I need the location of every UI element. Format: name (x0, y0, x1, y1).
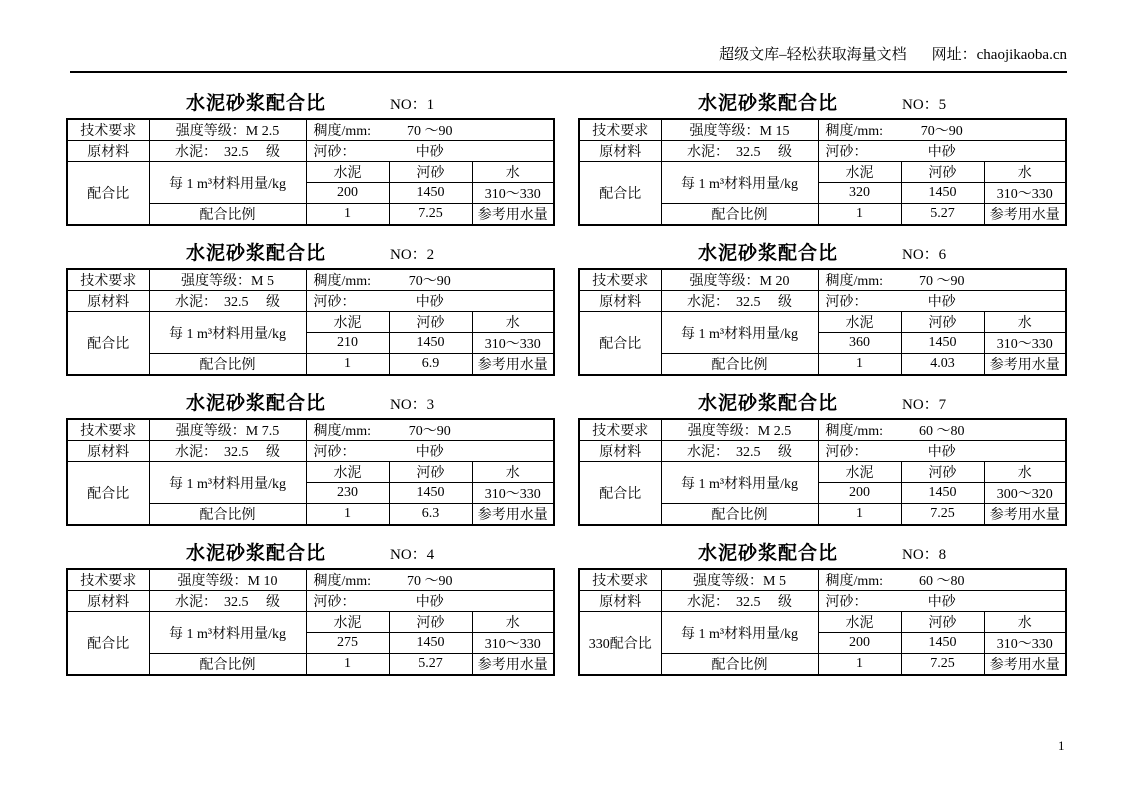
consistency-label: 稠度/mm: (313, 574, 372, 589)
strength-grade-cell: 强度等级：M 2.5 (149, 119, 306, 141)
river-sand-cell (818, 441, 1066, 462)
col-header-sand: 河砂 (901, 462, 984, 483)
table-number: NO：4 (390, 547, 435, 563)
table-titlebar (578, 538, 1065, 568)
table-row (67, 291, 554, 312)
col-header-water: 水 (984, 162, 1066, 183)
raw-materials-label: 原材料 (579, 291, 661, 312)
river-sand-value: 中砂 (415, 145, 444, 160)
table-title: 水泥砂浆配合比 (698, 393, 839, 414)
consistency-cell (818, 269, 1066, 291)
table-number: NO：2 (390, 247, 435, 263)
water-amount: 310～330 (984, 333, 1066, 354)
table-row (579, 419, 1066, 441)
raw-materials-label: 原材料 (67, 591, 149, 612)
consistency-value: 70 ～90 (407, 574, 453, 589)
water-ratio-note: 参考用水量 (472, 204, 554, 226)
col-header-cement: 水泥 (306, 312, 389, 333)
consistency-label: 稠度/mm: (825, 274, 884, 289)
mix-table-block (66, 538, 553, 676)
col-header-water: 水 (984, 312, 1066, 333)
mix-table-block (578, 538, 1065, 676)
ratio-row-label: 配合比例 (661, 204, 818, 226)
usage-per-cubic-meter-label: 每 1 m³材料用量/kg (149, 162, 306, 204)
mix-ratio-label: 配合比 (67, 462, 149, 526)
consistency-cell (306, 569, 554, 591)
col-header-water: 水 (472, 312, 554, 333)
table-titlebar (66, 88, 553, 118)
table-title: 水泥砂浆配合比 (186, 393, 327, 414)
usage-per-cubic-meter-label: 每 1 m³材料用量/kg (661, 462, 818, 504)
river-sand-label: 河砂： (825, 145, 868, 160)
mix-ratio-label: 配合比 (579, 462, 661, 526)
tech-requirements-label: 技术要求 (67, 269, 149, 291)
water-amount: 310～330 (984, 183, 1066, 204)
table-row (67, 569, 554, 591)
table-row (579, 569, 1066, 591)
ratio-row-label: 配合比例 (149, 204, 306, 226)
col-header-cement: 水泥 (306, 162, 389, 183)
water-ratio-note: 参考用水量 (472, 354, 554, 376)
raw-materials-label: 原材料 (579, 141, 661, 162)
mix-table (578, 418, 1067, 526)
table-titlebar (66, 538, 553, 568)
table-title: 水泥砂浆配合比 (186, 93, 327, 114)
mix-ratio-label: 配合比 (579, 312, 661, 376)
raw-materials-label: 原材料 (579, 441, 661, 462)
raw-materials-label: 原材料 (67, 441, 149, 462)
river-sand-value: 中砂 (927, 595, 956, 610)
sand-ratio: 5.27 (389, 654, 472, 676)
cement-amount: 275 (306, 633, 389, 654)
cement-grade-cell: 水泥： 32.5 级 (149, 591, 306, 612)
tech-requirements-label: 技术要求 (579, 569, 661, 591)
river-sand-value: 中砂 (415, 595, 444, 610)
sand-ratio: 7.25 (901, 654, 984, 676)
strength-grade-cell: 强度等级：M 5 (661, 569, 818, 591)
sand-ratio: 5.27 (901, 204, 984, 226)
usage-per-cubic-meter-label: 每 1 m³材料用量/kg (661, 312, 818, 354)
river-sand-label: 河砂： (313, 295, 356, 310)
table-titlebar (578, 388, 1065, 418)
ratio-row-label: 配合比例 (149, 354, 306, 376)
river-sand-cell (306, 441, 554, 462)
river-sand-cell (306, 591, 554, 612)
col-header-water: 水 (472, 612, 554, 633)
cement-amount: 210 (306, 333, 389, 354)
mix-table (66, 268, 555, 376)
strength-grade-cell: 强度等级：M 20 (661, 269, 818, 291)
mix-table (578, 568, 1067, 676)
col-header-water: 水 (472, 462, 554, 483)
table-row (579, 119, 1066, 141)
water-amount: 300～320 (984, 483, 1066, 504)
tech-requirements-label: 技术要求 (579, 119, 661, 141)
table-row (67, 141, 554, 162)
water-amount: 310～330 (472, 183, 554, 204)
mix-table (66, 118, 555, 226)
table-number: NO：6 (902, 247, 947, 263)
consistency-cell (306, 269, 554, 291)
table-row (67, 612, 554, 633)
col-header-sand: 河砂 (901, 312, 984, 333)
consistency-value: 60 ～80 (919, 574, 965, 589)
col-header-sand: 河砂 (901, 162, 984, 183)
cement-grade-cell: 水泥： 32.5 级 (661, 291, 818, 312)
river-sand-value: 中砂 (927, 295, 956, 310)
water-amount: 310～330 (984, 633, 1066, 654)
table-row (67, 441, 554, 462)
cement-grade-cell: 水泥： 32.5 级 (661, 141, 818, 162)
consistency-value: 70～90 (408, 274, 451, 289)
table-row (67, 162, 554, 183)
page-number: 1 (1058, 738, 1065, 753)
sand-ratio: 6.3 (389, 504, 472, 526)
water-ratio-note: 参考用水量 (984, 654, 1066, 676)
col-header-water: 水 (984, 612, 1066, 633)
table-row (579, 441, 1066, 462)
consistency-cell (306, 419, 554, 441)
consistency-label: 稠度/mm: (825, 574, 884, 589)
sand-amount: 1450 (389, 333, 472, 354)
consistency-label: 稠度/mm: (825, 124, 884, 139)
col-header-cement: 水泥 (306, 612, 389, 633)
col-header-cement: 水泥 (818, 162, 901, 183)
table-row (67, 419, 554, 441)
header-url-text: 网址：chaojikaoba.cn (931, 47, 1067, 63)
river-sand-cell (818, 591, 1066, 612)
river-sand-label: 河砂： (825, 445, 868, 460)
usage-per-cubic-meter-label: 每 1 m³材料用量/kg (149, 462, 306, 504)
cement-ratio: 1 (306, 504, 389, 526)
table-row (579, 162, 1066, 183)
ratio-row-label: 配合比例 (661, 654, 818, 676)
mix-table-block (578, 388, 1065, 526)
strength-grade-cell: 强度等级：M 7.5 (149, 419, 306, 441)
raw-materials-label: 原材料 (579, 591, 661, 612)
table-row (579, 612, 1066, 633)
table-number: NO：5 (902, 97, 947, 113)
cement-ratio: 1 (818, 504, 901, 526)
raw-materials-label: 原材料 (67, 291, 149, 312)
tech-requirements-label: 技术要求 (579, 269, 661, 291)
usage-per-cubic-meter-label: 每 1 m³材料用量/kg (661, 162, 818, 204)
river-sand-value: 中砂 (415, 445, 444, 460)
ratio-row-label: 配合比例 (149, 654, 306, 676)
table-row (67, 269, 554, 291)
river-sand-label: 河砂： (825, 595, 868, 610)
river-sand-cell (306, 291, 554, 312)
col-header-sand: 河砂 (389, 462, 472, 483)
table-row (67, 591, 554, 612)
river-sand-label: 河砂： (825, 295, 868, 310)
col-header-sand: 河砂 (901, 612, 984, 633)
strength-grade-cell: 强度等级：M 2.5 (661, 419, 818, 441)
col-header-water: 水 (472, 162, 554, 183)
table-titlebar (578, 88, 1065, 118)
table-row (579, 141, 1066, 162)
consistency-label: 稠度/mm: (825, 424, 884, 439)
col-header-cement: 水泥 (818, 312, 901, 333)
river-sand-label: 河砂： (313, 145, 356, 160)
table-title: 水泥砂浆配合比 (698, 543, 839, 564)
cement-amount: 200 (818, 483, 901, 504)
cement-ratio: 1 (818, 204, 901, 226)
page-header (70, 26, 1067, 73)
table-row (67, 462, 554, 483)
col-header-water: 水 (984, 462, 1066, 483)
consistency-value: 70 ～90 (919, 274, 965, 289)
cement-amount: 360 (818, 333, 901, 354)
usage-per-cubic-meter-label: 每 1 m³材料用量/kg (149, 612, 306, 654)
ratio-row-label: 配合比例 (661, 504, 818, 526)
cement-ratio: 1 (818, 354, 901, 376)
sand-amount: 1450 (901, 483, 984, 504)
water-ratio-note: 参考用水量 (472, 504, 554, 526)
river-sand-cell (306, 141, 554, 162)
mix-table-block (66, 388, 553, 526)
water-amount: 310～330 (472, 333, 554, 354)
river-sand-label: 河砂： (313, 445, 356, 460)
cement-amount: 200 (818, 633, 901, 654)
col-header-cement: 水泥 (818, 462, 901, 483)
sand-ratio: 6.9 (389, 354, 472, 376)
river-sand-value: 中砂 (927, 145, 956, 160)
mix-ratio-label: 配合比 (67, 162, 149, 226)
consistency-cell (818, 569, 1066, 591)
cement-ratio: 1 (818, 654, 901, 676)
tables-grid (66, 88, 1065, 676)
consistency-cell (818, 119, 1066, 141)
table-title: 水泥砂浆配合比 (698, 93, 839, 114)
table-row (67, 119, 554, 141)
sand-amount: 1450 (901, 183, 984, 204)
consistency-value: 70 ～90 (407, 124, 453, 139)
cement-grade-cell: 水泥： 32.5 级 (149, 441, 306, 462)
cement-amount: 230 (306, 483, 389, 504)
water-amount: 310～330 (472, 633, 554, 654)
header-site-text: 超级文库–轻松获取海量文档 (719, 47, 907, 63)
mix-ratio-label: 配合比 (67, 312, 149, 376)
sand-ratio: 7.25 (901, 504, 984, 526)
cement-grade-cell: 水泥： 32.5 级 (149, 141, 306, 162)
sand-ratio: 4.03 (901, 354, 984, 376)
col-header-sand: 河砂 (389, 612, 472, 633)
table-row (579, 462, 1066, 483)
raw-materials-label: 原材料 (67, 141, 149, 162)
river-sand-value: 中砂 (415, 295, 444, 310)
river-sand-cell (818, 291, 1066, 312)
table-number: NO：8 (902, 547, 947, 563)
sand-amount: 1450 (389, 633, 472, 654)
cement-grade-cell: 水泥： 32.5 级 (149, 291, 306, 312)
table-title: 水泥砂浆配合比 (698, 243, 839, 264)
sand-amount: 1450 (389, 183, 472, 204)
table-title: 水泥砂浆配合比 (186, 243, 327, 264)
col-header-cement: 水泥 (818, 612, 901, 633)
strength-grade-cell: 强度等级：M 5 (149, 269, 306, 291)
mix-ratio-label: 330配合比 (579, 612, 661, 676)
table-number: NO：1 (390, 97, 435, 113)
tech-requirements-label: 技术要求 (67, 569, 149, 591)
mix-ratio-label: 配合比 (579, 162, 661, 226)
consistency-label: 稠度/mm: (313, 274, 372, 289)
consistency-value: 60 ～80 (919, 424, 965, 439)
col-header-cement: 水泥 (306, 462, 389, 483)
cement-grade-cell: 水泥： 32.5 级 (661, 591, 818, 612)
table-number: NO：3 (390, 397, 435, 413)
tech-requirements-label: 技术要求 (579, 419, 661, 441)
sand-amount: 1450 (901, 333, 984, 354)
cement-ratio: 1 (306, 204, 389, 226)
cement-grade-cell: 水泥： 32.5 级 (661, 441, 818, 462)
cement-ratio: 1 (306, 354, 389, 376)
sand-amount: 1450 (389, 483, 472, 504)
table-number: NO：7 (902, 397, 947, 413)
consistency-cell (818, 419, 1066, 441)
col-header-sand: 河砂 (389, 162, 472, 183)
mix-table-block (66, 88, 553, 226)
cement-amount: 200 (306, 183, 389, 204)
usage-per-cubic-meter-label: 每 1 m³材料用量/kg (149, 312, 306, 354)
mix-table-block (578, 88, 1065, 226)
water-ratio-note: 参考用水量 (984, 204, 1066, 226)
mix-table (66, 568, 555, 676)
mix-table-block (578, 238, 1065, 376)
water-amount: 310～330 (472, 483, 554, 504)
sand-ratio: 7.25 (389, 204, 472, 226)
sand-amount: 1450 (901, 633, 984, 654)
table-titlebar (66, 388, 553, 418)
mix-ratio-label: 配合比 (67, 612, 149, 676)
table-row (579, 312, 1066, 333)
table-row (67, 312, 554, 333)
cement-amount: 320 (818, 183, 901, 204)
consistency-label: 稠度/mm: (313, 424, 372, 439)
river-sand-cell (818, 141, 1066, 162)
tech-requirements-label: 技术要求 (67, 119, 149, 141)
col-header-sand: 河砂 (389, 312, 472, 333)
table-titlebar (578, 238, 1065, 268)
ratio-row-label: 配合比例 (661, 354, 818, 376)
table-row (579, 269, 1066, 291)
river-sand-label: 河砂： (313, 595, 356, 610)
river-sand-value: 中砂 (927, 445, 956, 460)
tech-requirements-label: 技术要求 (67, 419, 149, 441)
table-title: 水泥砂浆配合比 (186, 543, 327, 564)
consistency-value: 70～90 (408, 424, 451, 439)
ratio-row-label: 配合比例 (149, 504, 306, 526)
table-titlebar (66, 238, 553, 268)
table-row (579, 591, 1066, 612)
strength-grade-cell: 强度等级：M 15 (661, 119, 818, 141)
consistency-label: 稠度/mm: (313, 124, 372, 139)
mix-table (578, 118, 1067, 226)
water-ratio-note: 参考用水量 (472, 654, 554, 676)
water-ratio-note: 参考用水量 (984, 504, 1066, 526)
table-row (579, 291, 1066, 312)
mix-table-block (66, 238, 553, 376)
water-ratio-note: 参考用水量 (984, 354, 1066, 376)
strength-grade-cell: 强度等级：M 10 (149, 569, 306, 591)
consistency-cell (306, 119, 554, 141)
cement-ratio: 1 (306, 654, 389, 676)
mix-table (578, 268, 1067, 376)
mix-table (66, 418, 555, 526)
consistency-value: 70～90 (920, 124, 963, 139)
usage-per-cubic-meter-label: 每 1 m³材料用量/kg (661, 612, 818, 654)
